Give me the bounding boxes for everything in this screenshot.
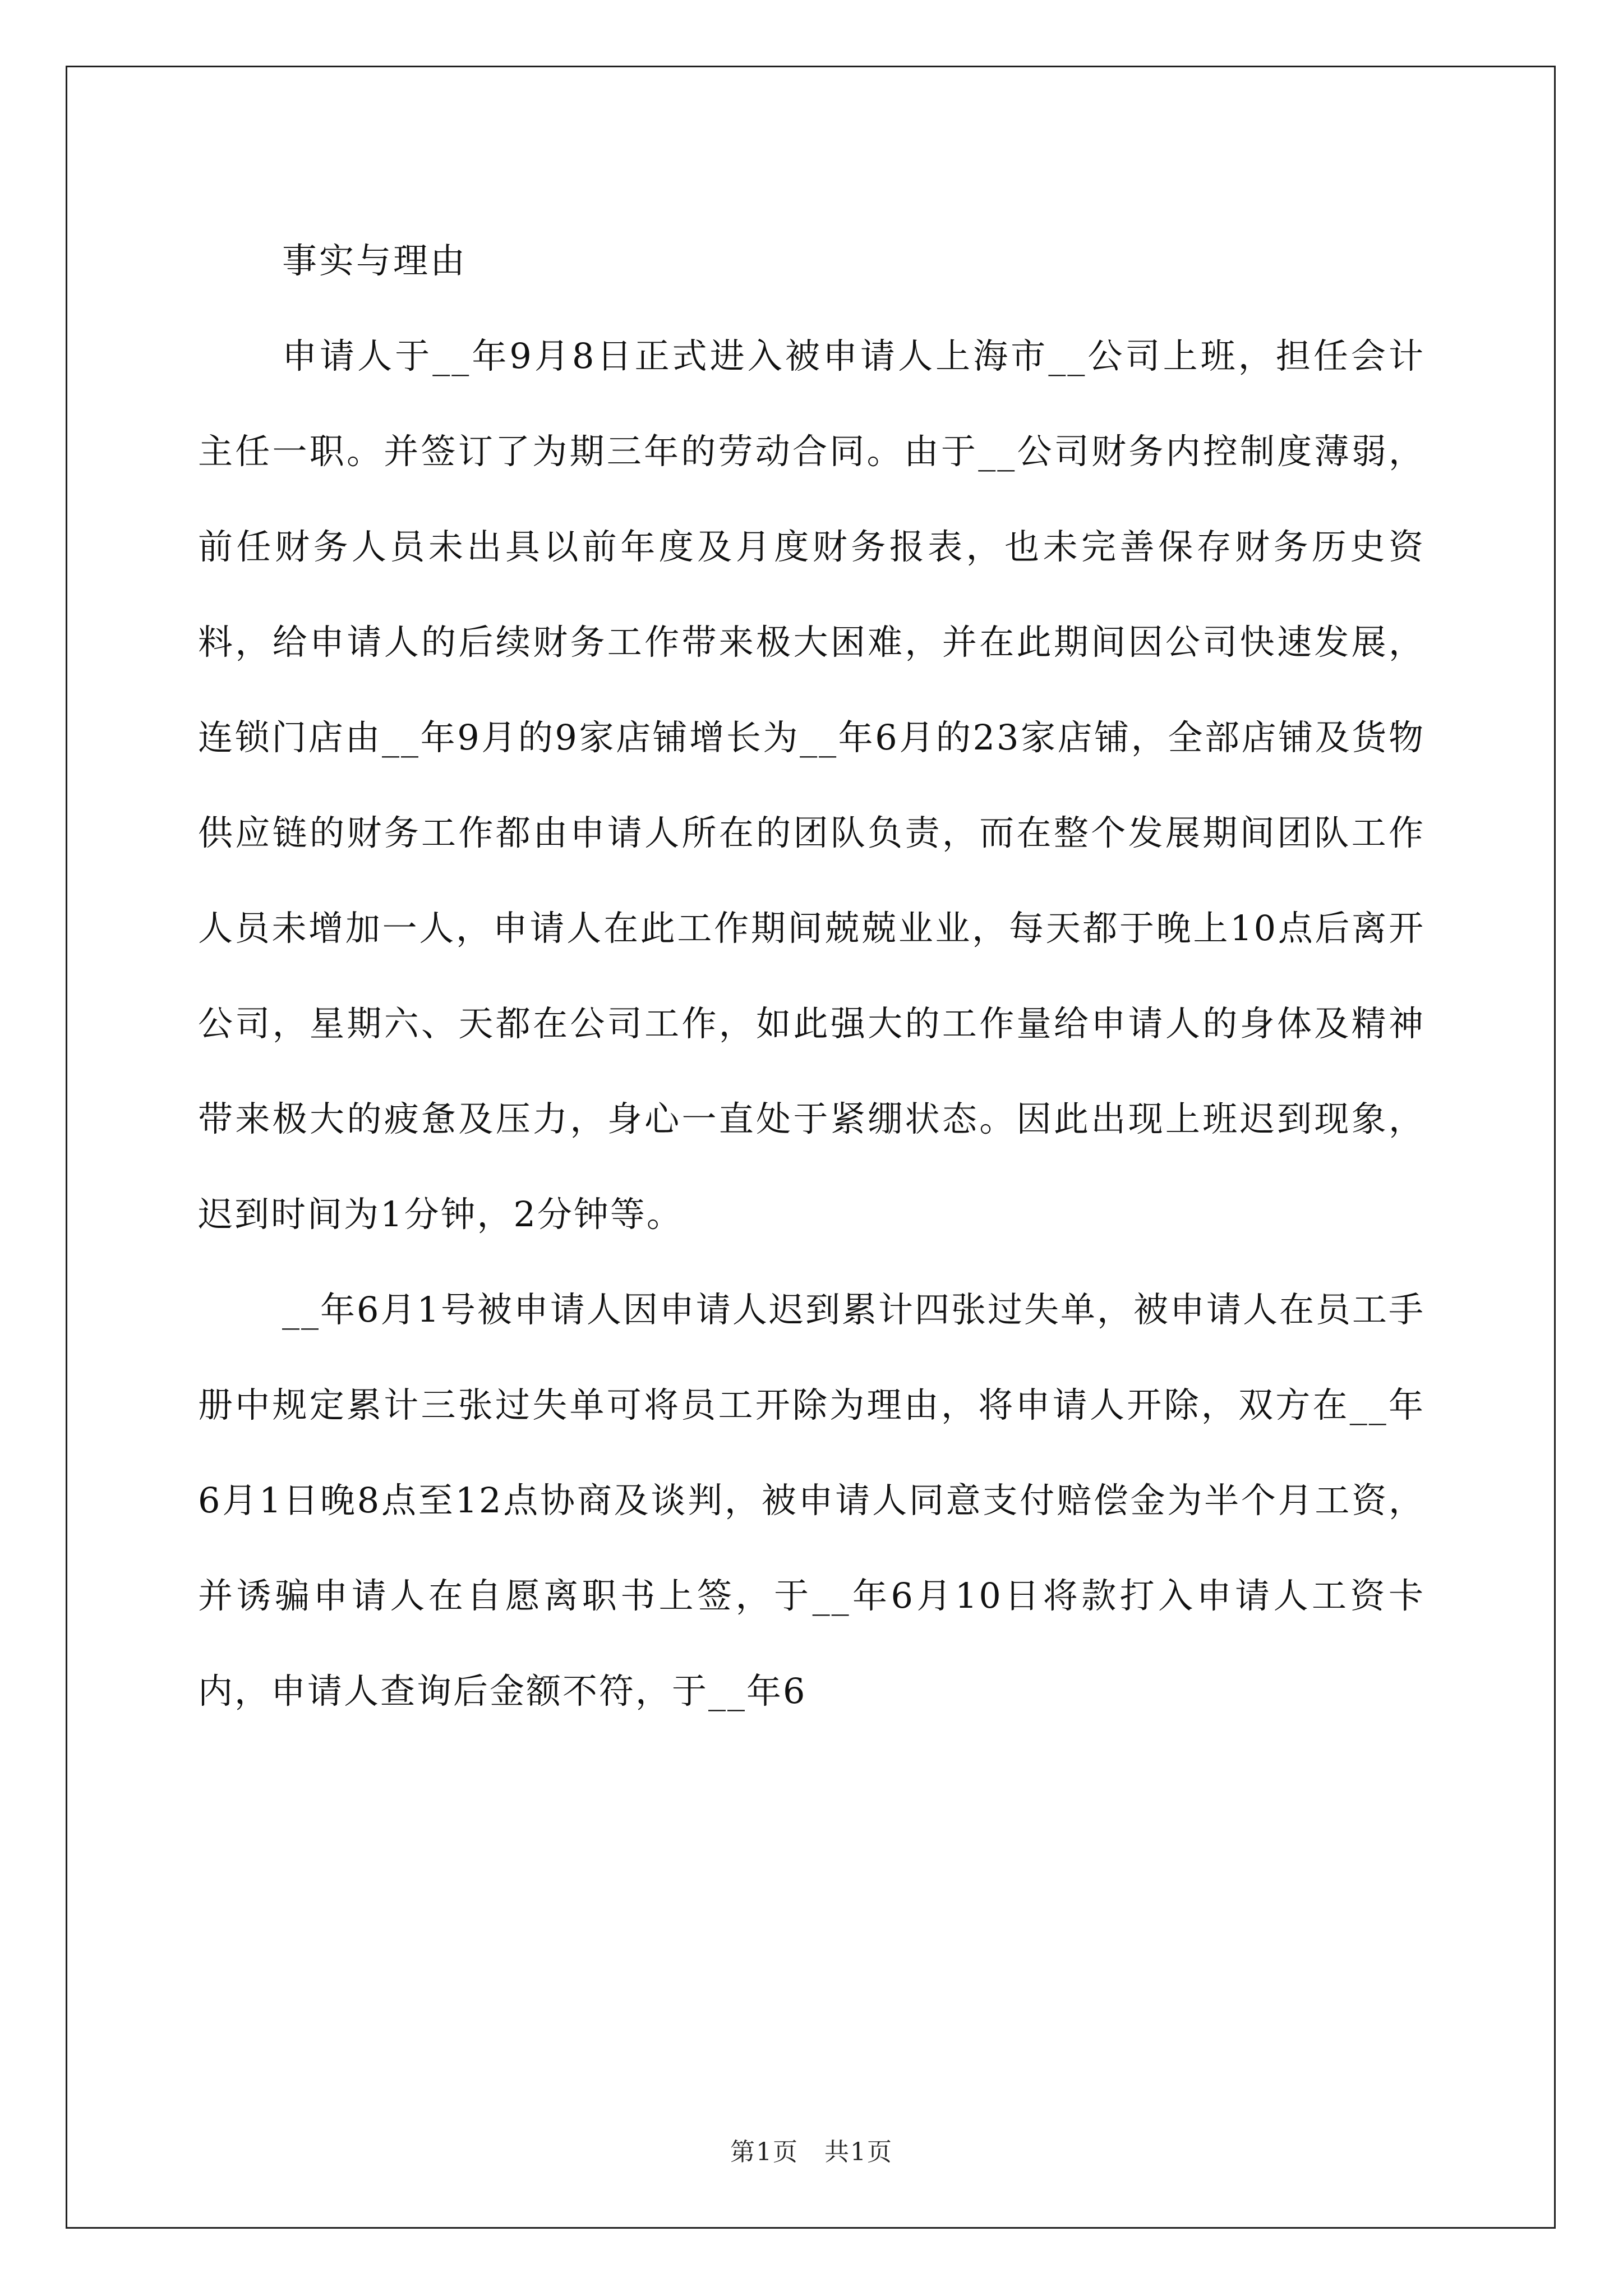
paragraph-1: 申请人于__年9月8日正式进入被申请人上海市__公司上班，担任会计主任一职。并签订了为期三年的劳动合同。由于__公司财务内控制度薄弱，前任财务人员未出具以前年度及月度财务报表，也未完善保存财务历史资料，给申请人的后续财务工作带来极大困难，并在此期间因公司快速发展，连锁门店由__年9月的9家店铺增长为__年6月的23家店铺，全部店铺及货物供应链的财务工作都由申请人所在的团队负责，而在整个发展期间团队工作人员未增加一人，申请人在此工作期间兢兢业业，每天都于晚上10点后离开公司，星期六、天都在公司工作，如此强大的工作量给申请人的身体及精神带来极大的疲惫及压力，身心一直处于紧绷状态。因此出现上班迟到现象，迟到时间为1分钟，2分钟等。 [198,335,1425,1235]
document-body [198,213,1425,1739]
page-number: 第1页 共1页 [730,2138,893,2166]
section-heading: 事实与理由 [282,240,468,281]
paragraph-2: __年6月1号被申请人因申请人迟到累计四张过失单，被申请人在员工手册中规定累计三张过失单可将员工开除为理由，将申请人开除，双方在__年6月1日晚8点至12点协商及谈判，被申请人同意支付赔偿金为半个月工资，并诱骗申请人在自愿离职书上签，于__年6月10日将款打入申请人工资卡内，申请人查询后金额不符，于__年6 [198,1289,1425,1711]
